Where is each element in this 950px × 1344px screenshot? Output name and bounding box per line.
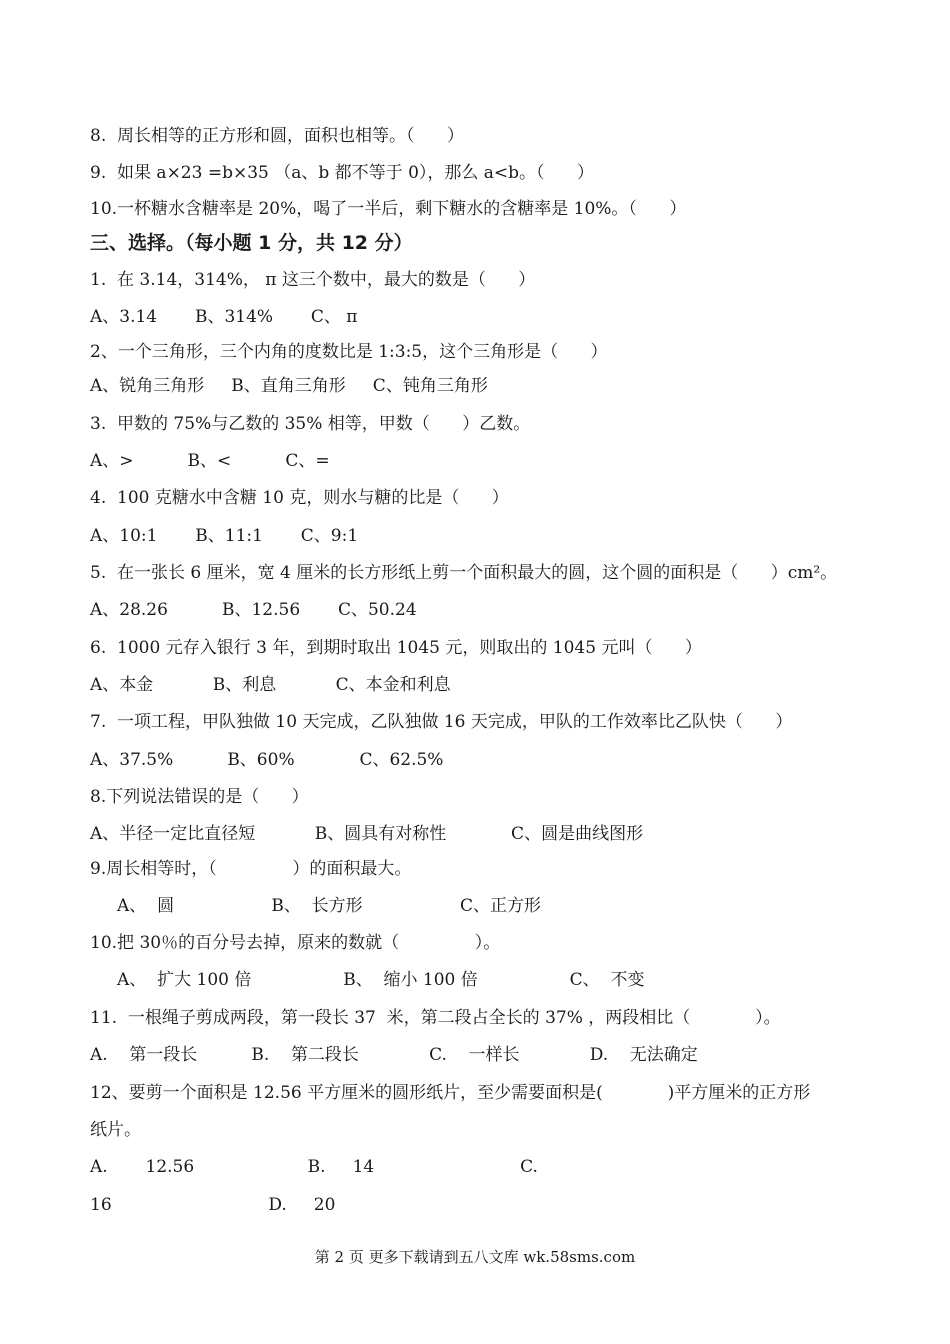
q9: 9.周长相等时，（ ）的面积最大。 bbox=[90, 859, 412, 879]
q6: 6. 1000 元存入银行 3 年，到期时取出 1045 元，则取出的 1045 元叫（ ） bbox=[90, 638, 702, 658]
q11-options: A. 第一段长 B. 第二段长 C. 一样长 D. 无法确定 bbox=[90, 1045, 698, 1065]
q5-options: A、28.26 B、12.56 C、50.24 bbox=[90, 600, 417, 620]
judgment-q9: 9. 如果 a×23 =b×35 （a、b 都不等于 0），那么 a<b。（ ） bbox=[90, 163, 594, 183]
judgment-q8: 8. 周长相等的正方形和圆，面积也相等。（ ） bbox=[90, 126, 464, 146]
q1-options: A、3.14 B、314% C、 π bbox=[90, 307, 358, 327]
q2: 2、一个三角形，三个内角的度数比是 1:3:5，这个三角形是（ ） bbox=[90, 342, 608, 362]
q12-options: A. 12.56 B. 14 C. bbox=[90, 1157, 538, 1177]
q8-options: A、半径一定比直径短 B、圆具有对称性 C、圆是曲线图形 bbox=[90, 824, 644, 844]
q7-options: A、37.5% B、60% C、62.5% bbox=[90, 750, 444, 770]
page-footer: 第 2 页 更多下载请到五八文库 wk.58sms.com bbox=[314, 1248, 636, 1266]
q5: 5. 在一张长 6 厘米，宽 4 厘米的长方形纸上剪一个面积最大的圆，这个圆的面积是（ ）cm²。 bbox=[90, 563, 838, 583]
q6-options: A、本金 B、利息 C、本金和利息 bbox=[90, 675, 451, 695]
q12-continued: 纸片。 bbox=[90, 1120, 141, 1140]
judgment-q10: 10.一杯糖水含糖率是 20%，喝了一半后，剩下糖水的含糖率是 10%。（ ） bbox=[90, 199, 687, 219]
q4-options: A、10:1 B、11:1 C、9:1 bbox=[90, 526, 359, 546]
q12: 12、要剪一个面积是 12.56 平方厘米的圆形纸片，至少需要面积是( )平方厘米的正方形 bbox=[90, 1083, 811, 1103]
q12-options-continued: 16 D. 20 bbox=[90, 1195, 336, 1215]
q8: 8.下列说法错误的是（ ） bbox=[90, 787, 309, 807]
q10-options: A、 扩大 100 倍 B、 缩小 100 倍 C、 不变 bbox=[90, 970, 645, 990]
q11: 11. 一根绳子剪成两段，第一段长 37 米，第二段占全长的 37% ，两段相比（ ）。 bbox=[90, 1008, 781, 1028]
section-title: 三、选择。（每小题 1 分，共 12 分） bbox=[90, 232, 413, 254]
q7: 7. 一项工程，甲队独做 10 天完成，乙队独做 16 天完成，甲队的工作效率比乙队快（ ） bbox=[90, 712, 793, 732]
q9-options: A、 圆 B、 长方形 C、正方形 bbox=[90, 896, 541, 916]
q3-options: A、> B、< C、= bbox=[90, 451, 330, 471]
q1: 1. 在 3.14，314%， π 这三个数中，最大的数是（ ） bbox=[90, 270, 536, 290]
q2-options: A、锐角三角形 B、直角三角形 C、钝角三角形 bbox=[90, 376, 488, 396]
q3: 3. 甲数的 75%与乙数的 35% 相等，甲数（ ）乙数。 bbox=[90, 414, 531, 434]
q10: 10.把 30％的百分号去掉，原来的数就（ ）。 bbox=[90, 933, 501, 953]
q4: 4. 100 克糖水中含糖 10 克，则水与糖的比是（ ） bbox=[90, 488, 509, 508]
